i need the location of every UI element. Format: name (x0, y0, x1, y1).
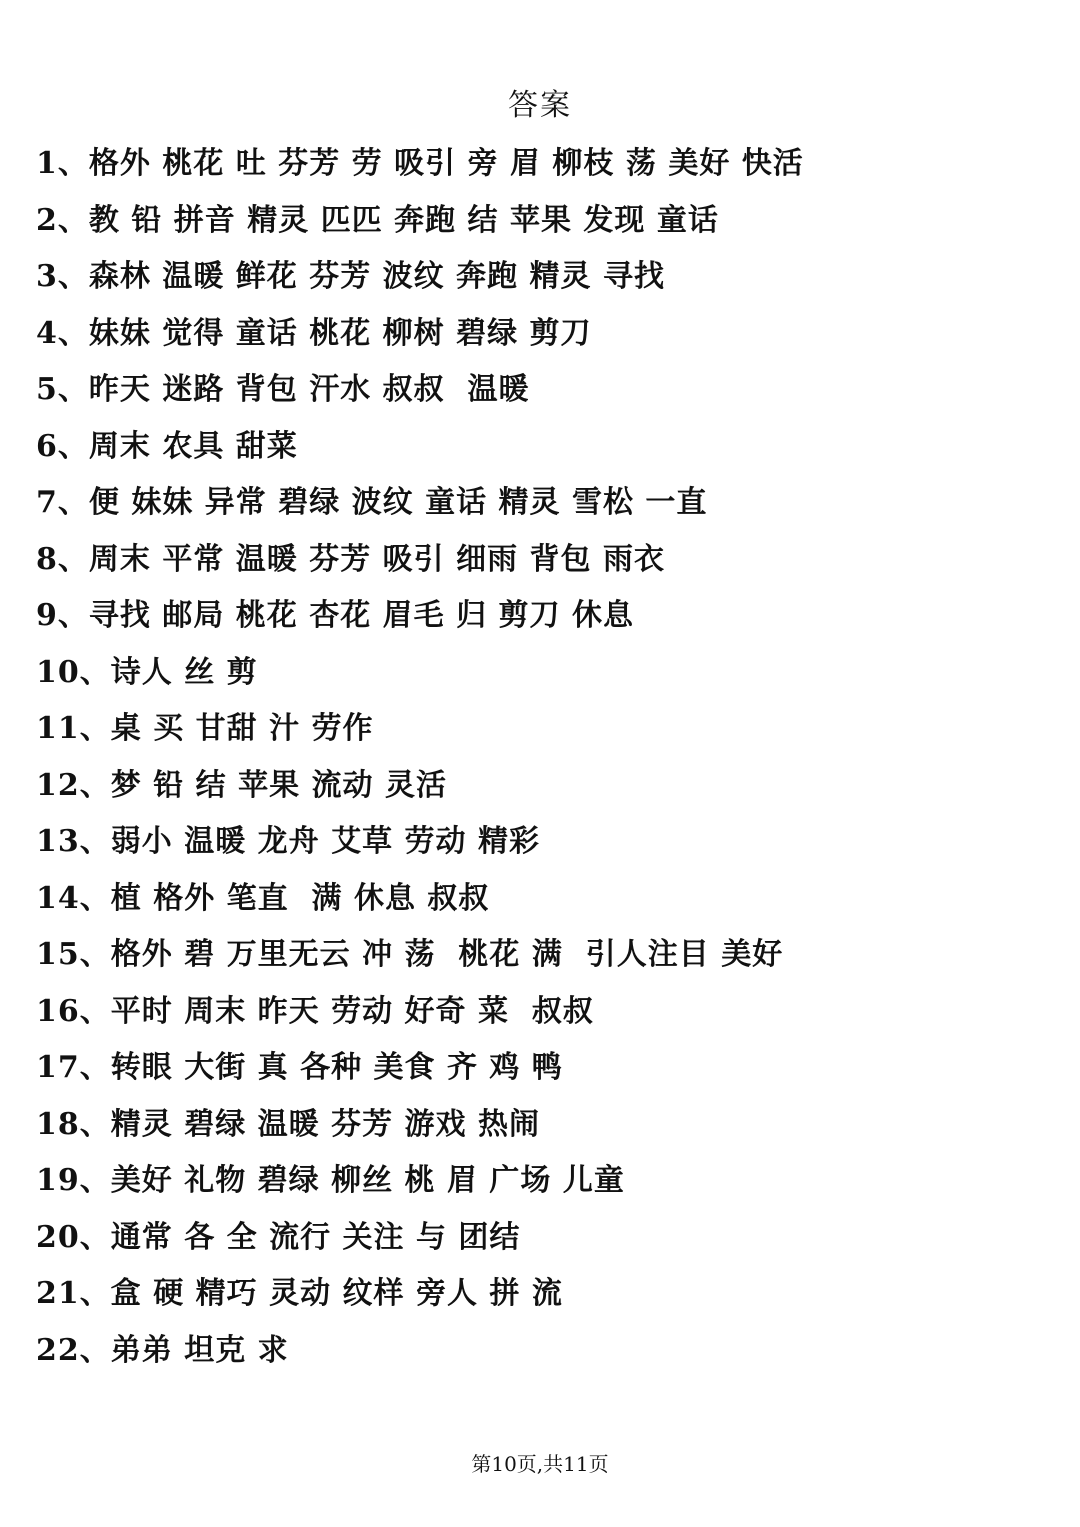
answer-line: 15、格外 碧 万里无云 冲 荡 桃花 满 引人注目 美好 (36, 937, 784, 972)
answer-line: 14、植 格外 笔直 满 休息 叔叔 (36, 880, 490, 916)
answer-line: 2、教 铅 拼音 精灵 匹匹 奔跑 结 苹果 发现 童话 (36, 202, 719, 238)
answer-line: 1、格外 桃花 吐 芬芳 劳 吸引 旁 眉 柳枝 荡 美好 快活 (36, 146, 804, 181)
answer-line: 9、寻找 邮局 桃花 杏花 眉毛 归 剪刀 休息 (36, 598, 634, 633)
answer-line: 16、平时 周末 昨天 劳动 好奇 菜 叔叔 (36, 993, 594, 1029)
answer-line: 6、周末 农具 甜菜 (36, 428, 298, 464)
page-footer: 第10页,共11页 (471, 1452, 609, 1476)
answer-line: 4、妹妹 觉得 童话 桃花 柳树 碧绿 剪刀 (36, 315, 592, 351)
answer-line: 5、昨天 迷路 背包 汗水 叔叔 温暖 (36, 372, 530, 407)
answer-list (36, 136, 1036, 1379)
answer-line: 20、通常 各 全 流行 关注 与 团结 (36, 1219, 521, 1255)
answer-line: 10、诗人 丝 剪 (36, 654, 258, 690)
answer-line: 7、便 妹妹 异常 碧绿 波纹 童话 精灵 雪松 一直 (36, 485, 708, 520)
answer-line: 18、精灵 碧绿 温暖 芬芳 游戏 热闹 (36, 1106, 540, 1142)
answer-line: 21、盒 硬 精巧 灵动 纹样 旁人 拼 流 (36, 1276, 563, 1311)
answer-line: 22、弟弟 坦克 求 (36, 1332, 289, 1368)
answer-line: 17、转眼 大街 真 各种 美食 齐 鸡 鸭 (36, 1050, 563, 1085)
page-title: 答案 (508, 88, 572, 123)
answer-line: 13、弱小 温暖 龙舟 艾草 劳动 精彩 (36, 824, 540, 859)
answer-line: 3、森林 温暖 鲜花 芬芳 波纹 奔跑 精灵 寻找 (36, 259, 665, 294)
answer-line: 8、周末 平常 温暖 芬芳 吸引 细雨 背包 雨衣 (36, 541, 665, 577)
answer-line: 11、桌 买 甘甜 汁 劳作 (36, 711, 374, 746)
answer-line: 12、梦 铅 结 苹果 流动 灵活 (36, 767, 447, 803)
answer-line: 19、美好 礼物 碧绿 柳丝 桃 眉 广场 儿童 (36, 1163, 625, 1198)
